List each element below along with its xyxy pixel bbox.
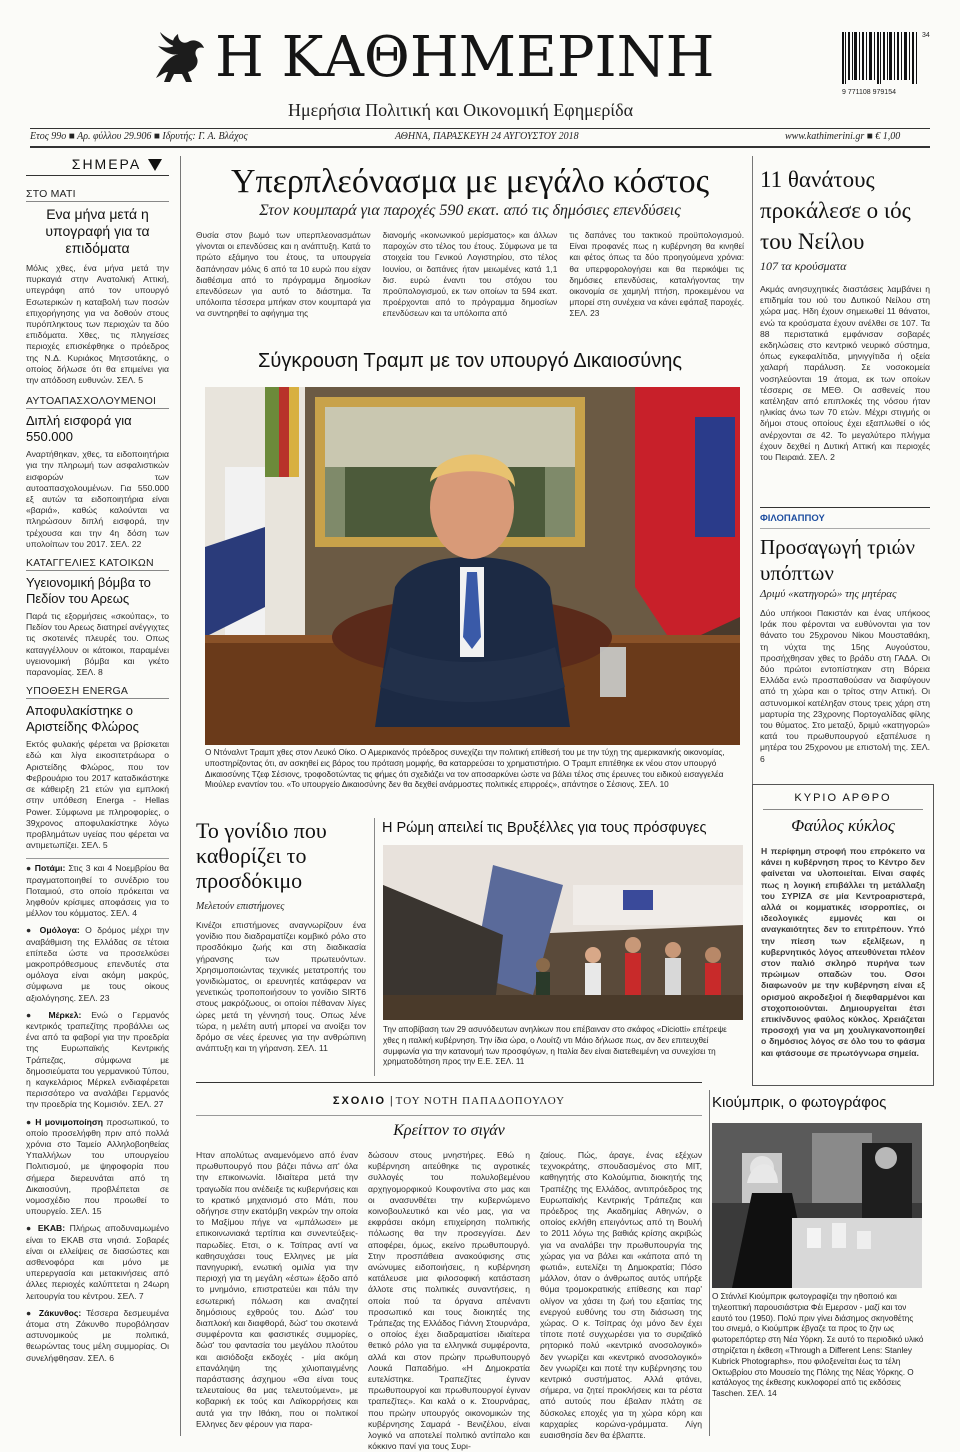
- comment: [196, 1082, 702, 1452]
- griffin-logo-icon: [148, 28, 210, 90]
- trump-photo-image: [205, 387, 740, 745]
- sidebar-brief: [26, 1308, 169, 1364]
- sidebar-kicker: ΚΑΤΑΓΓΕΛΙΕΣ ΚΑΤΟΙΚΩΝ: [26, 557, 169, 571]
- comment-separator: |: [390, 1093, 396, 1107]
- sidebar-body: Αναρτήθηκαν, χθες, τα ειδοποιητήρια για την πληρωμή των ασφαλιστικών εισφορών των αυτοαπασχολουμένων. Για 550.000 εξ αυτών τα ειδοποιητήρια είναι «βαριά», καθώς καλούνται να πληρώσουν διπλή εισφορά, την τρέχουσα και την 4η δόση των υπολοίπων του 2017. ΣΕΛ. 22: [26, 449, 169, 549]
- trump-photo: [205, 387, 740, 745]
- brief-body: Ενώ ο Γερμανός κεντρικός τραπεζίτης προβάλλει ως ένα από τα φαβορί για την προεδρία της Ευρωπαϊκής Κεντρικής Τράπεζας, σύμφωνα με δημοσιεύματα του γερμανικού Τύπου, η καγκελάριος Μέρκελ ενδιαφέρεται περισσότερο να αναλάβει Γερμανός την προεδρία της Κομισιόν. ΣΕΛ. 27: [26, 1009, 169, 1110]
- trump-headline: Σύγκρουση Τραμπ με τον υπουργό Δικαιοσύνης: [258, 350, 682, 372]
- newspaper-title: Η ΚΑΘΗΜΕΡΙΝΗ: [215, 25, 715, 90]
- gene-story: [196, 818, 366, 1054]
- lead-subtitle: Στον κουμπαρά για παροχές 590 εκατ. από τις δημόσιες επενδύσεις: [259, 202, 681, 219]
- comment-column: ζαίους. Πώς, άραγε, ένας εξέχων τεχνοκράτης, σπουδασμένος στο ΜΙΤ, καθηγητής στο Κολούμπια, διοικητής της Τραπέζης της Ελλάδος, αντιπρόεδρος της Ευρωπαϊκής Κεντρικής Τράπεζας και πρόεδρος της Ακαδημίας Αθηνών, ο οποίος εκλήθη επειγόντως από τη Βουλή το 2011 λόγω της βαθιάς κρίσης ακριβώς για να αναλάβει την πρωθυπουργία της χώρας για να βάλει και «κάποτα από τη φωτιά», ευτελίζει τη Δημοκρατία; Πόσο μάλλον, όταν ο άνθρωπος αυτός υπήρξε θύμα τρομοκρατικής επίθεσης και παρ' ολίγον να χάσει τη ζωή του εξαιτίας της ενεργού ευθύνης του στη διάσωση της χώρας. Ο κ. Τσίπρας όχι μόνο δεν έχει τίποτε ποτέ συγχωρέσει για το συριζαϊκό ρητορικό πολύ «κεντρικό ανοσολογικό» δεν γνωρίζει και «κεντρικό ανοσολογικό» δεν γνωρίζει και ποτέ την κυβέρνησης του κεντρικό συστήματος. Αλλά φτάνει, σήμερα, να ζητεί προκλήσεις και τα ρέστα από αυτούς που έβαλαν πλάτη σε δύσκολες εποχές για τη χώρα κόρη και καρχαρίες κορώνα-γράμματα. Λίγη ευαισθησία δεν θα έβλαπτε.: [540, 1150, 702, 1441]
- filopappou-story: [760, 507, 930, 765]
- kubrick-headline: Κιούμπρικ, ο φωτογράφος: [712, 1094, 887, 1111]
- rome-photo-image: [383, 845, 743, 1020]
- brief-body: Τέσσερα δεσμευμένα άτομα στη Ζάκυνθο πυροβόλησαν αστυνομικούς με πολιτικά, θεωρώντας τους μέλη συμμορίας. Oι συνελήφθησαν. ΣΕΛ. 6: [26, 1307, 169, 1363]
- sidebar-body: Μόλις χθες, ένα μήνα μετά την πυρκαγιά στην Ανατολική Αττική, υπεγράφη από τον υπουργό Εσωτερικών η καταβολή των ποσών επιχορήγησης για να δοθούν στους πυρόπληκτους των περιοχών τα δύο επιδόματα. Χθες, τις πληγείσες περιοχές επισκέφθηκε ο πρόεδρος της Ν.Δ. Κυριάκος Μητσοτάκης, ο οποίος δήλωσε ότι θα επιμείνει για την απόδοση ευθυνών. ΣΕΛ. 5: [26, 263, 169, 386]
- nile-body: Ακμάς ανησυχητικές διαστάσεις λαμβάνει η επιδημία του ιού του Δυτικού Νείλου στη χώρα μας. Ηδη έχουν σημειωθεί 11 θάνατοι, ενώ τα κρούσματα έχουν ανέλθει σε 107. Τα 88 περιστατικά εμφάνισαν σοβαρές εκδηλώσεις στο κεντρικό νευρικό σύστημα, όπως εγκεφαλίτιδα, μηνιγγίτιδα ή οξεία χαλαρή παράλυση. Σε νοσοκομεία νοσηλεύονται 19 άτομα, εκ των οποίων τέσσερις σε ΜΕΘ. Οι ασθενείς που κατέληξαν από επιπλοκές της νόσου ήταν ηλικίας άνω των 70 ετών. Μέχρι στιγμής οι δήμοι στους οποίους έχει εξαπλωθεί ο ιός ανέρχονται σε 42. Το μεγαλύτερο πλήγμα έχουν δεχθεί η Δυτική Αττική και περιοχές του Πειραιά. ΣΕΛ. 2: [760, 284, 930, 463]
- kubrick-caption-text: Ο Στάνλεϊ Κιούμπρικ φωτογραφίζει την ηθοποιό και τηλεοπτική παρουσιάστρια Φέι Εμερσον - μαζί και τον εαυτό του (1950). Πολύ πριν γίνει διάσημος σκηνοθέτης του σινεμά, ο Κιούμπρικ έβγαζε τα προς το ζην ως φωτορεπόρτερ στη Νέα Υόρκη. Σε αυτό το περιοδικό υλικό στηρίζεται η έκθεση «Through a Different Lens: Stanley Kubrick Photographs», που φιλοξενείται έως τα τέλη Οκτωβρίου στο Μουσείο της Πόλης της Νέας Υόρκης. Ο κατάλογος της έκθεσης κυκλοφορεί από τις εκδόσεις Taschen. ΣΕΛ. 14: [712, 1292, 924, 1399]
- brief-body: Ο δρόμος μέχρι την αναβάθμιση της Ελλάδας σε τέτοια επίπεδα ώστε να προσελκύσει μακροπρόθεσμους επενδυτές στα ομόλογα είναι ακόμη μακρύς, σύμφωνα με τους οίκους αξιολόγησης. ΣΕΛ. 23: [26, 925, 170, 1003]
- lead-column: τις δαπάνες του τακτικού προϋπολογισμού. Είναι προφανές πως η κυβέρνηση θα κινηθεί και φέτος όπως τα δύο προηγούμενα χρόνια: θα υπερφορολογήσει και θα περικόψει τις δημόσιες επενδύσεις, καταλήγοντας την οικονομία σε χαμηλή πτήση, προκειμένου να μπορεί στη συνέχεια να κάνει εφάπαξ παροχές. ΣΕΛ. 23: [569, 230, 745, 319]
- filopappou-headline: Προσαγωγή τριών υπόπτων: [760, 535, 915, 585]
- gene-headline: Το γονίδιο που καθορίζει το προσδόκιμο: [196, 818, 327, 893]
- newspaper-subtitle: Ημερήσια Πολιτική και Οικονομική Εφημερίδα: [288, 100, 634, 120]
- sidebar-title: Διπλή εισφορά για 550.000: [26, 413, 132, 445]
- brief-body: προσωπικού, το οποίο προσελήφθη πριν από πολλά χρόνια στο Ταμείο Αλληλοβοηθείας Υπαλλήλων του υπουργείου Πολιτισμού, με ψηφοφορία που σήμερα διερευνάται από τη Δικαιοσύνη, προβλέπεται σε νομοσχέδιο που προωθεί το υπουργείο. ΣΕΛ. 15: [26, 1116, 169, 1217]
- lead-column: Θυσία στον βωμό των υπερπλεονασμάτων γίνονται οι επενδύσεις και η ανάπτυξη. Κατά το πρώτο εξάμηνο του έτους, τα υπουργεία δαπάνησαν μόλις 6 από τα 10 ευρώ που είχαν διαθέσιμα από το πρόγραμμα δημοσίων επενδύσεων για αυτό το διάστημα. Τα υπόλοιπα τέσσερα μπήκαν στον κουμπαρά για να συντηρηθεί το αφήγημα της: [196, 230, 371, 319]
- sidebar-brief: [26, 1117, 169, 1218]
- issue-info: Ετος 99ο ■ Αρ. φύλλου 29.906 ■ Ιδρυτής: Γ. Α. Βλάχος: [30, 131, 248, 142]
- nile-story: [760, 164, 930, 463]
- sidebar-body: Εκτός φυλακής φέρεται να βρίσκεται εδώ και λίγα εικοσιτετράωρα ο Αριστείδης Φλώρος, που τον Φεβρουάριο του 2017 καταδικάστηκε σε κάθειρξη 21 ετών για εμπλοκή στην υπόθεση Energa - Hellas Power. Σύμφωνα με πληροφορίες, ο 39χρονος αποφυλακίστηκε λόγω προβλημάτων υγείας που φέρεται να αντιμετωπίζει. ΣΕΛ. 5: [26, 739, 169, 851]
- barcode: [842, 32, 932, 96]
- masthead: [0, 0, 960, 150]
- brief-title: ΕΚΑΒ:: [37, 1223, 66, 1234]
- comment-title: Κρείττον το σιγάν: [393, 1122, 505, 1139]
- sidebar: [26, 156, 169, 1436]
- sidebar-kicker: ΑΥΤΟΑΠΑΣΧΟΛΟΥΜΕΝΟΙ: [26, 395, 169, 409]
- bullet-icon: ●: [26, 1223, 38, 1234]
- trump-caption: [205, 748, 745, 791]
- sidebar-kicker: ΥΠΟΘΕΣΗ ENERGA: [26, 685, 169, 699]
- website-price: www.kathimerini.gr ■ € 1,00: [785, 131, 901, 142]
- sidebar-brief: [26, 1010, 169, 1111]
- barcode-number: 9 771108 979154: [842, 89, 896, 96]
- comment-column: Ηταν απολύτως αναμενόμενο από έναν πρωθυπουργό που βάζει πάνω απ' όλα την επικοινωνία. Ιδιαίτερα μετά την τραγωδία που ανέδειξε τις κυβερνήσεις και το κρατικό μηχανισμό στο Μάτι, που οδήγησε στην εκατόμβη νεκρών την οποία το Μαξίμου πήγε να «μπάλωσει» με επικοινωνιακά τερτίπια και συνεντεύξεις-παρωδίες. Ετσι, ο κ. Τσίπρας αντί να καθησυχάσει τους Ελληνες με μία πανηγυρική, ενωτική ομιλία για την περιοχή για τη μεγάλη «έστω» έξοδο από το μνημόνιο, επιστρατεύει και πάλι την εσωτερική πόλωση και αναζητεί δημόσιους εχθρούς του. Δώσ' του διαπλοκή και διαφθορά, δώσ' του σκοτεινά συμφέροντα και φασιστικές συμμορίες, δώσ' του φαντασία του μεγάλου πλούτου και αισιόδοξα εκδοχές - μία ακόμη επανάληψη της χιλιοπαιγμένης παράστασης άσχημου «Θα είναι τους τελευταίους θα μας τελευτούμενα», με κοβαρική εκ τούς και Λαϊκορρήσεις και αυτά για την Ιθάκη, που οι πολιτικοί Ελληνες δεν φέρουν για παρα-: [196, 1150, 358, 1429]
- gene-subtitle: Μελετούν επιστήμονες: [196, 901, 285, 912]
- brief-title: Η μονιμοποίηση: [35, 1116, 104, 1127]
- sidebar-body: Παρά τις εξορμήσεις «σκούπας», το Πεδίον του Αρεως διατηρεί ανέγγιχτες τις σκοτεινές πλευρές του. Οπως καταγγέλλουν οι κάτοικοι, παραμένει υγειονομική βόμβα και γκέτο παρανομίας. ΣΕΛ. 8: [26, 611, 169, 678]
- editorial: [752, 784, 934, 1086]
- trump-caption-text: Ο Ντόναλντ Τραμπ χθες στον Λευκό Οίκο. Ο Αμερικανός πρόεδρος συνεχίζει την πολιτική επίθεσή του με την τύχη της αμερικανικής οικονομίας, υποστηρίζοντας ότι, αν ασκηθεί εις βάρος του πρόταση μομφής, θα καταρρεύσει το χρηματιστήριο. Ο Τραμπ επιτέθηκε εκ νέου στον υπουργό Δικαιοσύνης Τζεφ Σέσιονς, τροφοδοτώντας τις φήμες ότι σχεδιάζει να τον αποσαρκύνει ώστε να βάλει τέλος στις έρευνες του ειδικού εισαγγελέα Μιούλερ εναντίον του. «Το υπουργείο Δικαιοσύνης δεν θα δεχθεί ανάρμοστες πολιτικές επιρροές», απάντησε ο Σέσιονς. ΣΕΛ. 10: [205, 748, 725, 790]
- brief-body: Στις 3 και 4 Νοεμβρίου θα πραγματοποιηθεί το συνέδριο του Ποταμιού, στο οποίο πρόκειται να ληφθούν κρίσιμες αποφάσεις για το μέλλον του κόμματος. ΣΕΛ. 4: [26, 863, 169, 919]
- brief-body: Πλήρως αποδυναμωμένο είναι το ΕΚΑΒ στα νησιά. Σοβαρές είναι οι ελλείψεις σε διασώστες και ασθενοφόρα και μόνο με υπερεργασία και μετακινήσεις από άλλες περιοχές καλύπτεται η 24ωρη λειτουργία του κέντρου. ΣΕΛ. 7: [26, 1223, 169, 1301]
- nile-headline: 11 θανάτους προκάλεσε ο ιός του Νείλου: [760, 167, 911, 254]
- filopappou-tag: ΦΙΛΟΠΑΠΠΟΥ: [760, 513, 825, 524]
- sidebar-title: Υγειονομική βόμβα το Πεδίον του Αρεως: [26, 575, 151, 607]
- filopappou-body: Δύο υπήκοοι Πακιστάν και ένας υπήκοος Ιράκ που φέρονται να ευθύνονται για τον θάνατο του 25χρονου Νίκου Μουσταθάκη, τη νύχτα της 15ης Αυγούστου, προσήχθησαν χθες το βράδυ στη ΓΑΔΑ. Οι δύο πρώτοι εντοπίστηκαν στη Βόρεια Ελλάδα ενώ προσπαθούσαν να διαφύγουν από τη χώρα και ο τρίτος στην Αττική. Οι αστυνομικοί κατέληξαν στους τρεις χάρη στη μαρτυρία της 23χρονης Πορτογαλίδας φίλης του θύματος. Στο μεταξύ, δριμύ «κατηγορώ» κατά του πρωθυπουργού εξαπέλυσε η μητέρα του 25χρονου με επιστολή της. ΣΕΛ. 6: [760, 608, 930, 764]
- arrow-down-icon: [148, 159, 162, 171]
- bullet-icon: ●: [26, 925, 40, 936]
- editorial-kicker: ΚΥΡΙΟ ΑΡΘΡΟ: [794, 792, 892, 804]
- sidebar-title: Αποφυλακίστηκε ο Αριστείδης Φλώρος: [26, 703, 139, 735]
- editorial-body: Η περίφημη στροφή που επρόκειτο να κάνει η κυβέρνηση προς το Κέντρο δεν φαίνεται να υλοποιείται. Είναι σαφές πως η λογική επιβάλλει τη μετάλλαξη του ΣΥΡΙΖΑ σε μία Κεντροαριστερά, αλλά οι κομματικές ισορροπίες, οι ιδεολογικές εμμονές και οι αναγκαιότητες δεν το επιτρέπουν. Υπό την πίεση των εξελίξεων, η κυβερνητικός λόγος απευθύνεται πλέον στον παλιό σκληρό πυρήνα των πρώιμων οπαδών του. Οσοι διαφωνούν με την κυβέρνηση είναι εξ ορισμού ακροδεξιοί ή διεφθαρμένοι και στοχοποιούνται. Δημιουργείται έτσι επικίνδυνος φαύλος κύκλος. Χρειάζεται προσοχή για να μη χουλιγκανοποιηθεί ο δημόσιος λόγος σε όλο του το φάσμα και φτάσουμε σε πρωτόγνωρα σημεία.: [761, 846, 925, 1058]
- lead-column: διανομής «κοινωνικού μερίσματος» και άλλων παροχών στο τέλος του έτους. Σύμφωνα με τα στοιχεία του Γενικού Λογιστηρίου, στο τέλος Ιουνίου, οι δαπάνες ήταν μειωμένες κατά 1,1 δισ. ευρώ έναντι του στόχου του προϋπολογισμού, εκ των οποίων τα 594 εκατ. προέρχονται από το πρόγραμμα δημοσίων επενδύσεων και τα υπόλοιπα από: [382, 230, 558, 319]
- editorial-title: Φαύλος κύκλος: [791, 816, 895, 835]
- date-line: ΑΘΗΝΑ, ΠΑΡΑΣΚΕΥΗ 24 ΑΥΓΟΥΣΤΟΥ 2018: [395, 131, 579, 142]
- kubrick-caption: [712, 1292, 926, 1400]
- gene-body: Κινέζοι επιστήμονες αναγνωρίζουν ένα γονίδιο που διαδραματίζει κομβικό ρόλο στο προσδόκιμο ζωής και στη διαδικασία γήρανσης των πρωτευόντων. Χρησιμοποιώντας τεχνικές μετατροπής του γονιδιώματος, οι ερευνητές κατάφεραν να γενετικώς τροποποιήσουν το γονίδιο SIRT6 στους μακρόζωους, οι οποίοι πέθαναν λίγες ώρες μετά τη γέννησή τους. Οπως λένε τώρα, η μελέτη αυτή μπορεί να ανοίξει τον δρόμο σε νέες έρευνες για την ανθρώπινη ανάπτυξη και τη γήρανση. ΣΕΛ. 11: [196, 920, 366, 1054]
- rome-caption-text: Την αποβίβαση των 29 ασυνόδευτων ανηλίκων που επέβαιναν στο σκάφος «Diciotti» επέτρεψε χθες η ιταλική κυβέρνηση. Την ίδια ώρα, ο Λουίτζι ντι Μάιο δήλωσε πως, αν δεν επιτευχθεί συμφωνία για την κατανομή των προσφύγων, η Ιταλία δεν είναι διατεθειμένη να συνεχίσει τη χρηματοδότηση προς την Ε.Ε. ΣΕΛ. 11: [383, 1025, 727, 1067]
- brief-title: Ποτάμι:: [34, 863, 66, 874]
- bullet-icon: ●: [26, 1307, 39, 1318]
- kubrick-photo: [712, 1123, 922, 1288]
- filopappou-subtitle: Δριμύ «κατηγορώ» της μητέρας: [760, 588, 897, 600]
- kubrick-photo-image: [712, 1123, 922, 1288]
- comment-kicker: ΣΧΟΛΙΟ: [332, 1095, 387, 1107]
- brief-title: Μέρκελ:: [48, 1009, 82, 1020]
- sidebar-brief: [26, 1223, 169, 1301]
- kubrick-story: [712, 1094, 934, 1400]
- brief-title: Ομόλογα:: [39, 925, 80, 936]
- sidebar-kicker: ΣΤΟ ΜΑΤΙ: [26, 188, 169, 202]
- barcode-issue: 34: [922, 32, 930, 39]
- rome-caption: [383, 1025, 743, 1068]
- bullet-icon: ●: [26, 1116, 36, 1127]
- comment-column: δώσουν στους μνηστήρες. Εθώ η κυβέρνηση αιτεύθηκε τις αγροτικές συλλογές του πολυλοβεμένου αρχηγομορφικού Κουφοντίνα στο μας και οι ανασυνθέτει την κυβερνώμενο κοινοβουλευτικό και νέο μας, για να εκφράσει ακόμη επιχείρηση πολιτικής πόλωσης θα την προσεγγίσει. Δεν αποφέρει, όμως, εκείνο πρωθυπουργό. Στην προσπάθεια ανακούφισης στις ανώνυμες ειδοποιήσεις, η κυβέρνηση κατάλευσε μια φιλοσοφική κατάσταση άλλοτε στις πολιτικές συναντήσεις, η οποία πού τα όργανα απέναντι προσωπικό και τους διοικητές της Τράπεζας της Ελλάδος Γιάννη Στουρνάρα, ο οποίος έχει διαδραματίσει ιδιαίτερα θετικό ρόλο για τα ελληνικά συμφέροντα, αλλά και στον πρώην πρωθυπουργό Λουκά Παπαδήμο. «Η Δημοκρατία ευτελίστηκε. Τραπεζίτες έγιναν πρωθυπουργοί και πρωθυπουργοί έγιναν τραπεζίτες». Και καλά ο κ. Στουρνάρας, που πρώην υπουργός οικονομικών της κυβέρνησης Σαμαρά - Βενιζέλου, είναι λογικό να αποτελεί πολιτικό αντίπαλο και κόκκινο πανί για τους Συρι-: [368, 1150, 530, 1452]
- brief-title: Ζάκυνθος:: [38, 1307, 82, 1318]
- barcode-icon: [842, 32, 920, 84]
- bullet-icon: ●: [26, 863, 35, 874]
- sidebar-brief: [26, 925, 169, 1003]
- lead-story: [196, 162, 744, 332]
- rome-headline: Η Ρώμη απειλεί τις Βρυξέλλες για τους πρόσφυγες: [382, 820, 707, 836]
- sidebar-brief: [26, 858, 169, 919]
- lead-headline: Υπερπλεόνασμα με μεγάλο κόστος: [230, 163, 710, 200]
- comment-author: ΤΟΥ ΝΟΤΗ ΠΑΠΑΔΟΠΟΥΛΟΥ: [395, 1095, 566, 1107]
- nile-subtitle: 107 τα κρούσματα: [760, 259, 847, 273]
- bullet-icon: ●: [26, 1009, 49, 1020]
- rome-photo: [383, 845, 743, 1020]
- sidebar-title: Ενα μήνα μετά η υπογραφή για τα επιδόματα: [45, 206, 150, 256]
- sidebar-heading: ΣΗΜΕΡΑ: [71, 156, 142, 172]
